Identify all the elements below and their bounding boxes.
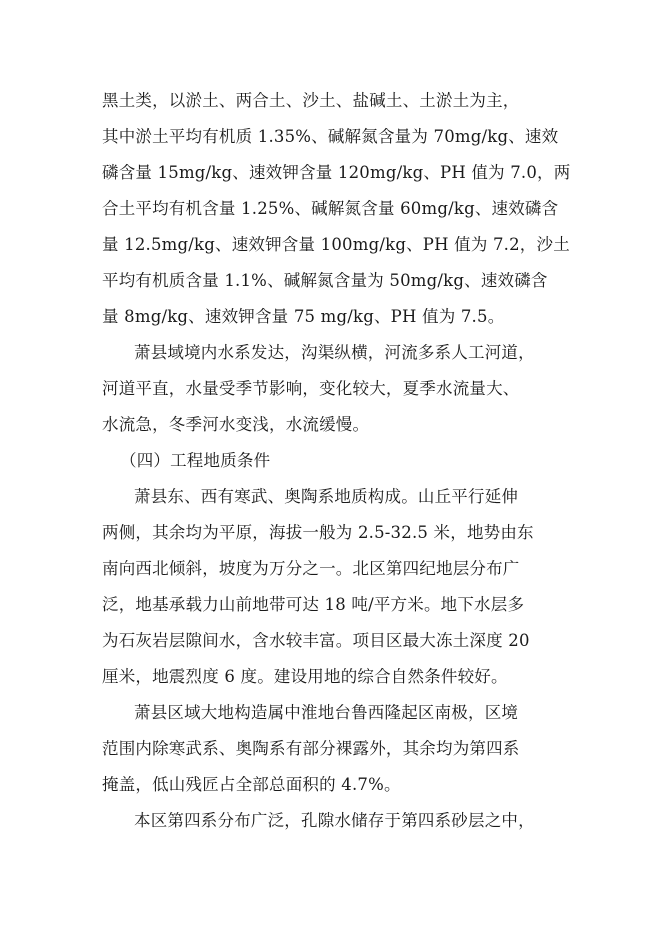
text-line: 为石灰岩层隙间水，含水较丰富。项目区最大冻土深度 20 (102, 631, 530, 650)
text-line: 其中淤土平均有机质 1.35%、碱解氮含量为 70mg/kg、速效 (102, 127, 559, 146)
text-line: 量 8mg/kg、速效钾含量 75 mg/kg、PH 值为 7.5。 (102, 307, 505, 326)
text-line: 平均有机质含量 1.1%、碱解氮含量为 50mg/kg、速效磷含 (102, 271, 548, 290)
section-heading: （四）工程地质条件 (120, 451, 271, 470)
paragraph-first-line: 萧县域境内水系发达，沟渠纵横，河流多系人工河道， (134, 343, 535, 362)
text-line: 量 12.5mg/kg、速效钾含量 100mg/kg、PH 值为 7.2，沙土 (102, 235, 570, 254)
paragraph-first-line: 本区第四系分布广泛，孔隙水储存于第四系砂层之中， (134, 811, 535, 830)
paragraph-first-line: 萧县东、西有寒武、奥陶系地质构成。山丘平行延伸 (134, 487, 519, 506)
text-line: 两侧，其余均为平原，海拔一般为 2.5-32.5 米，地势由东 (102, 523, 534, 542)
text-line: 合土平均有机含量 1.25%、碱解氮含量 60mg/kg、速效磷含 (102, 199, 559, 218)
text-line: 水流急，冬季河水变浅，水流缓慢。 (102, 415, 370, 434)
text-line: 磷含量 15mg/kg、速效钾含量 120mg/kg、PH 值为 7.0，两 (102, 163, 571, 182)
text-line: 黑土类，以淤土、两合土、沙土、盐碱土、土淤土为主， (102, 91, 520, 110)
text-line: 南向西北倾斜，坡度为万分之一。北区第四纪地层分布广 (102, 559, 520, 578)
text-line: 泛，地基承载力山前地带可达 18 吨/平方米。地下水层多 (102, 595, 525, 614)
paragraph-first-line: 萧县区域大地构造属中淮地台鲁西隆起区南极，区境 (134, 703, 519, 722)
text-line: 厘米，地震烈度 6 度。建设用地的综合自然条件较好。 (102, 667, 508, 686)
text-line: 掩盖，低山残匠占全部总面积的 4.7%。 (102, 775, 401, 794)
text-line: 范围内除寒武系、奥陶系有部分裸露外，其余均为第四系 (102, 739, 520, 758)
text-line: 河道平直，水量受季节影响，变化较大，夏季水流量大、 (102, 379, 520, 398)
